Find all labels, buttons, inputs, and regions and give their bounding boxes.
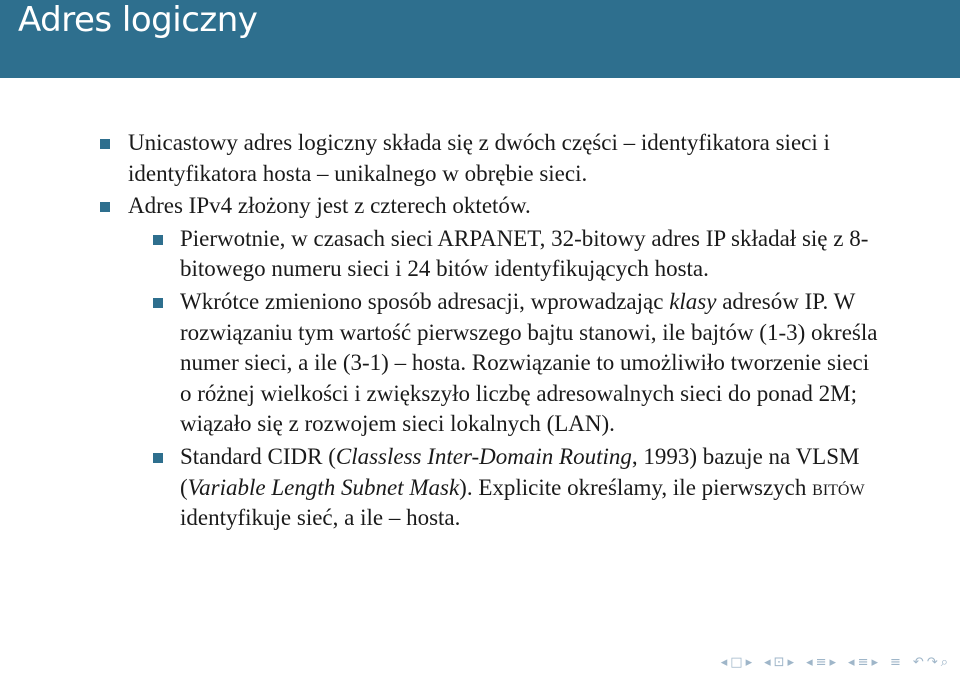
bullet-text-part: Standard CIDR ( (180, 443, 336, 469)
nav-search-icon[interactable]: ⌕ (940, 655, 948, 670)
square-bullet-icon (153, 453, 163, 463)
nav-section-group (848, 655, 878, 670)
nav-slide-icon[interactable]: ⊡ (773, 655, 785, 670)
nav-next-subsection-icon[interactable]: ▸ (829, 655, 837, 670)
bullet-item (0, 287, 886, 440)
nav-prev-section-icon[interactable]: ◂ (848, 655, 855, 670)
nav-frame-icon[interactable]: □ (730, 655, 743, 670)
bullet-text: Adres IPv4 złożony jest z czterech oktetów. (128, 193, 531, 219)
bullet-text-part: , 1993) bazuje na VLSM ( (180, 443, 860, 500)
title-bar (0, 0, 960, 78)
bullet-text-part: Wkrótce zmieniono sposób adresacji, wprowadzając (180, 288, 670, 314)
square-bullet-icon (153, 235, 163, 245)
nav-next-frame-icon[interactable]: ▸ (745, 655, 753, 670)
nav-subsection-group (806, 655, 836, 670)
nav-prev-subsection-icon[interactable]: ◂ (806, 655, 813, 670)
bullet-item (0, 442, 886, 534)
nav-next-slide-icon[interactable]: ▸ (787, 655, 795, 670)
slide-content (0, 128, 960, 536)
bullet-text-part: identyfikuje sieć, a ile – hosta. (180, 505, 461, 531)
nav-next-section-icon[interactable]: ▸ (871, 655, 878, 670)
bullet-text-part: Variable Length Subnet Mask (187, 474, 460, 500)
nav-history-group (913, 655, 948, 670)
bullet-text-part: adresów IP. W rozwiązaniu tym wartość pierwszego bajtu stanowi, ile bajtów (1-3) określa numer sieci, a ile (3-1) – hosta. Rozwiązanie to umożliwiło tworzenie sieci o różnej wielkości i zwiększyło liczbę adresowalnych sieci do ponad 2M; wiązało się z rozwojem sieci lokalnych (LAN). (180, 288, 878, 437)
nav-slide-group (764, 655, 794, 670)
slide-title: Adres logiczny (18, 0, 258, 40)
bullet-text-part: klasy (669, 288, 717, 314)
nav-prev-frame-icon[interactable]: ◂ (720, 655, 728, 670)
beamer-navigation (721, 655, 948, 670)
nav-subsection-icon[interactable]: ≡ (815, 655, 827, 670)
bullet-item (0, 191, 888, 222)
bullet-item (0, 224, 886, 285)
nav-forward-icon[interactable]: ↷ (926, 655, 938, 670)
bullet-text: Pierwotnie, w czasach sieci ARPANET, 32-bitowy adres IP składał się z 8-bitowego numeru sieci i 24 bitów identyfikujących hosta. (180, 225, 869, 282)
nav-section-icon[interactable]: ≡ (857, 655, 869, 670)
bullet-text-part: bitów (812, 474, 865, 500)
nav-frame-group (721, 655, 752, 670)
nav-prev-slide-icon[interactable]: ◂ (764, 655, 771, 670)
square-bullet-icon (100, 202, 110, 212)
bullet-item (0, 128, 888, 189)
bullet-text-part: ). Explicite określamy, ile pierwszych (459, 474, 813, 500)
bullet-text: Unicastowy adres logiczny składa się z dwóch części – identyfikatora sieci i identyfikatora hosta – unikalnego w obrębie sieci. (128, 130, 830, 186)
nav-back-icon[interactable]: ↶ (912, 655, 924, 670)
square-bullet-icon (153, 298, 163, 308)
nav-toc-icon[interactable]: ≡ (890, 655, 901, 670)
square-bullet-icon (100, 139, 110, 149)
bullet-text-part: Classless Inter-Domain Routing (335, 443, 632, 469)
